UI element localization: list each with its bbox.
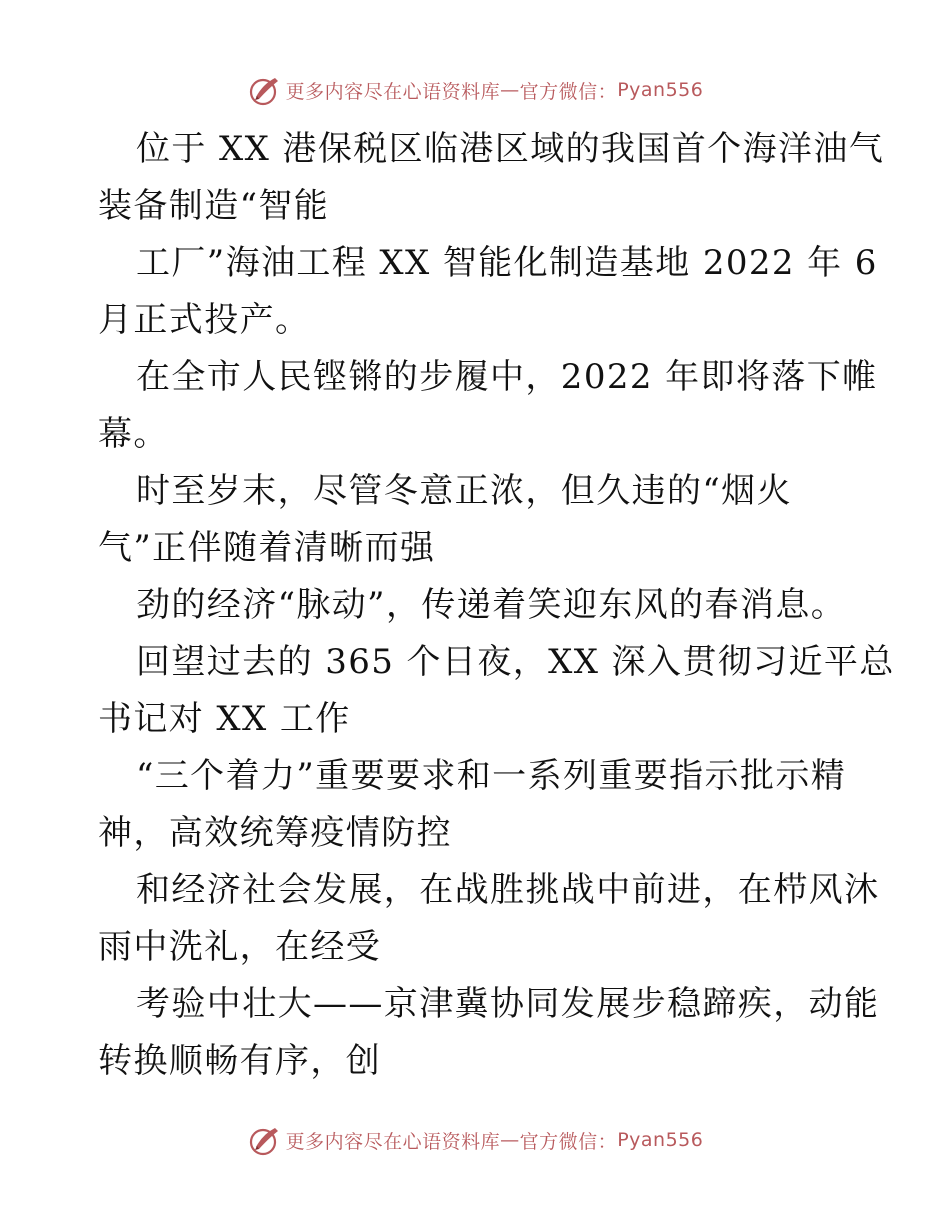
banner-site-text: 更多内容尽在心语资料库 [285,80,501,103]
paragraph-line: 和经济社会发展，在战胜挑战中前进，在栉风沐 [136,870,880,910]
paragraph-line: 回望过去的 365 个日夜，XX 深入贯彻习近平总 [136,642,895,682]
banner-wechat-label: 官方微信： [519,1130,618,1153]
paragraph-line: 时至岁末，尽管冬意正浓，但久违的“烟火 [136,471,792,511]
paragraph-line: 雨中洗礼，在经受 [98,927,382,967]
paragraph-line: 在全市人民铿锵的步履中，2022 年即将落下帷 [136,357,878,397]
banner-wechat-label: 官方微信： [519,80,618,103]
paragraph-line: 装备制造“智能 [98,186,330,226]
paragraph-line: 神，高效统筹疫情防控 [98,813,452,853]
banner-dash: — [500,79,520,101]
paragraph-line: 月正式投产。 [98,300,311,340]
paragraph-line: 位于 XX 港保税区临港区域的我国首个海洋油气 [136,129,885,169]
footer-banner [0,1120,950,1160]
paragraph-line: 幕。 [98,414,169,454]
pen-logo-icon [247,72,283,108]
document-body [98,121,895,1090]
pen-logo-icon [247,1122,283,1158]
banner-wechat-id: Pyan556 [617,1129,704,1151]
banner-dash: — [500,1129,520,1151]
banner-wechat-id: Pyan556 [617,79,704,101]
header-banner [0,70,950,110]
paragraph-line: 考验中壮大——京津冀协同发展步稳蹄疾，动能 [136,984,880,1024]
paragraph-line: 转换顺畅有序，创 [98,1041,382,1081]
paragraph-line: “三个着力”重要要求和一系列重要指示批示精 [136,756,847,796]
paragraph-line: 工厂”海油工程 XX 智能化制造基地 2022 年 6 [136,243,878,283]
banner-site-text: 更多内容尽在心语资料库 [285,1130,501,1153]
paragraph-line: 劲的经济“脉动”，传递着笑迎东风的春消息。 [136,585,847,625]
paragraph-line: 气”正伴随着清晰而强 [98,528,436,568]
paragraph-line: 书记对 XX 工作 [98,699,351,739]
